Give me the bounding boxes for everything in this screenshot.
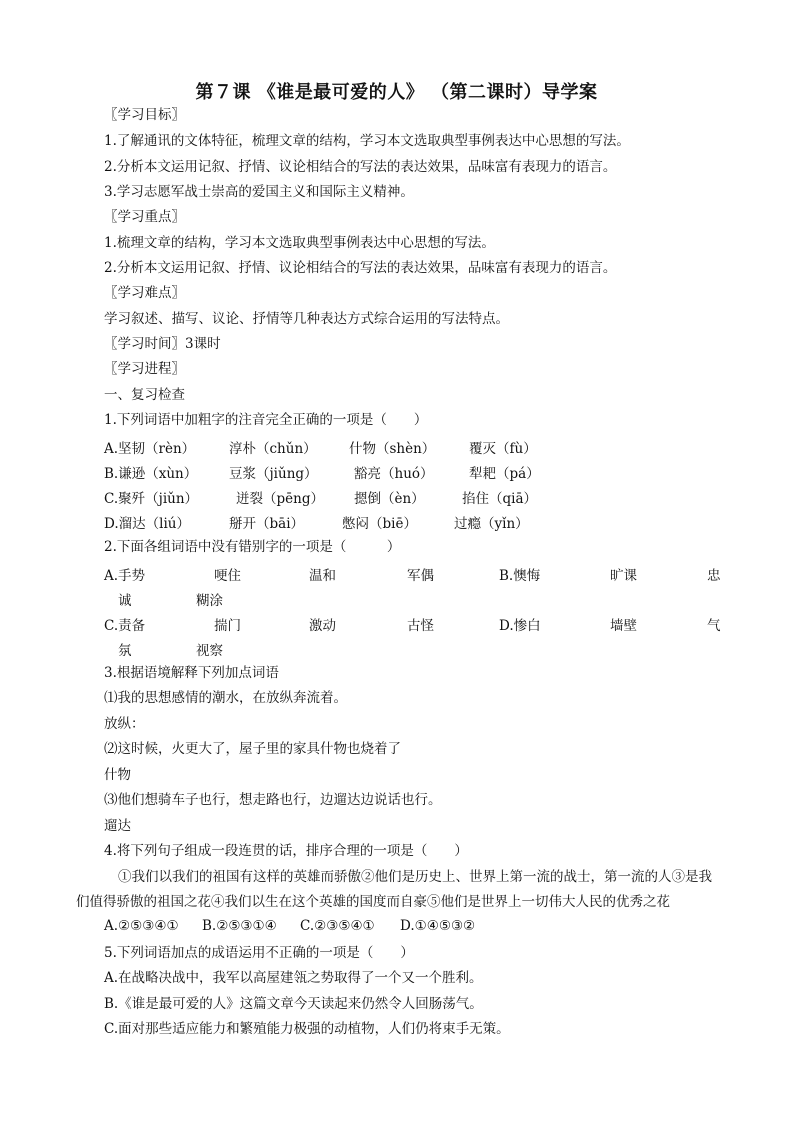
q5-item-c: C.面对那些适应能力和繁殖能力极强的动植物，人们仍将束手无策。 [104,1021,510,1037]
focus-item-1: 1.梳理文章的结构，学习本文选取典型事例表达中心思想的写法。 [104,235,495,251]
q1-stem: 1.下列词语中加粗字的注音完全正确的一项是（ ） [104,412,428,428]
q1-d-2: 掰开（bāi） [229,516,305,532]
q2-d-4: 视察 [196,643,223,659]
review-header: 一、复习检查 [104,387,185,403]
q1-d-3: 憋闷（biē） [342,516,417,532]
q2-d-3: 气 [707,618,721,634]
q1-a-4: 覆灭（fù） [469,441,537,457]
q3-sentence-1: ⑴我的思想感情的潮水，在放纵奔流着。 [104,690,347,706]
q1-a-3: 什物（shèn） [349,441,436,457]
q2-a-4: 军偶 [407,568,434,584]
page-title: 第７课 《谁是最可爱的人》 （第二课时）导学案 [195,82,598,103]
q2-d-2: 墙壁 [610,618,637,634]
q2-a-1: A.手势 [104,568,146,584]
q4-body-1: ①我们以我们的祖国有这样的英雄而骄傲②他们是历史上、世界上第一流的战士，第一流的人③是我 [118,869,712,885]
time-line: 〖学习时间〗3课时 [104,336,221,352]
q2-stem: 2.下面各组词语中没有错别字的一项是（ ） [104,539,401,555]
focus-item-2: 2.分析本文运用记叙、抒情、议论相结合的写法的表达效果，品味富有表现力的语言。 [104,260,617,276]
q5-item-b: B.《谁是最可爱的人》这篇文章今天读起来仍然令人回肠荡气。 [104,996,483,1012]
q4-option-d: D.①④⑤③② [400,918,476,934]
q2-b-2: 旷课 [610,568,637,584]
q2-c-1: C.责备 [104,618,146,634]
q2-d-1: D.惨白 [499,618,541,634]
q1-row-a [104,437,724,455]
q1-row-d [104,512,724,530]
q2-row-a [104,564,724,582]
q4-option-b: B.②⑤③①④ [202,918,277,934]
q3-term-1: 放纵： [104,716,145,732]
q4-stem: 4.将下列句子组成一段连贯的话，排序合理的一项是（ ） [104,843,468,859]
q2-a-2: 哽住 [214,568,241,584]
q1-b-4: 犁耙（pá） [469,466,540,482]
q3-sentence-2: ⑵这时候，火更大了，屋子里的家具什物也烧着了 [104,741,401,757]
goal-item-2: 2.分析本文运用记叙、抒情、议论相结合的写法的表达效果，品味富有表现力的语言。 [104,159,617,175]
q3-term-2: 什物 [104,767,131,783]
q4-options [104,918,724,936]
q1-row-b [104,462,724,480]
q1-c-3: 摁倒（èn） [354,491,425,507]
q2-b-3: 忠 [707,568,721,584]
goal-item-3: 3.学习志愿军战士崇高的爱国主义和国际主义精神。 [104,184,414,200]
q3-term-3: 遛达 [104,818,131,834]
q1-d-1: D.溜达（liú） [104,516,190,532]
q1-c-1: C.聚歼（jiǔn） [104,491,199,507]
q4-option-a: A.②⑤③④① [104,918,179,934]
q1-a-1: A.坚韧（rèn） [104,441,196,457]
q2-row-c2 [104,639,724,657]
q3-sentence-3: ⑶他们想骑车子也行，想走路也行，边遛达边说话也行。 [104,792,442,808]
q2-c-2: 揣门 [214,618,241,634]
q1-c-2: 迸裂（pēng） [236,491,324,507]
q2-row-c [104,614,724,632]
q1-b-3: 豁亮（huó） [354,466,434,482]
q5-stem: 5.下列词语加点的成语运用不正确的一项是（ ） [104,945,414,961]
q1-d-4: 过瘾（yǐn） [454,516,529,532]
q2-b-4: 糊涂 [196,593,223,609]
q2-a-3: 温和 [309,568,336,584]
q2-d-3b: 氛 [118,643,132,659]
q1-a-2: 淳朴（chǔn） [229,441,317,457]
q2-row-a2 [104,589,724,607]
q2-c-4: 古怪 [407,618,434,634]
q3-stem: 3.根据语境解释下列加点词语 [104,665,279,681]
q2-c-3: 激动 [309,618,336,634]
difficulty-header: 〖学习难点〗 [104,285,185,301]
q2-b-3b: 诚 [118,593,132,609]
goal-item-1: 1.了解通讯的文体特征，梳理文章的结构，学习本文选取典型事例表达中心思想的写法。 [104,133,630,149]
q1-b-2: 豆浆（jiǔng） [229,466,318,482]
q1-b-1: B.谦逊（xùn） [104,466,198,482]
q1-row-c [104,487,724,505]
q5-item-a: A.在战略决战中，我军以高屋建瓴之势取得了一个又一个胜利。 [104,970,483,986]
q4-option-c: C.②③⑤④① [300,918,375,934]
q2-b-1: B.懊悔 [499,568,541,584]
focus-header: 〖学习重点〗 [104,209,185,225]
difficulty-text: 学习叙述、描写、议论、抒情等几种表达方式综合运用的写法特点。 [104,311,509,327]
q4-body-2: 们值得骄傲的祖国之花④我们以生在这个英雄的国度而自豪⑤他们是世界上一切伟大人民的优秀之花 [76,894,670,910]
goals-header: 〖学习目标〗 [104,107,185,123]
q1-c-4: 掐住（qiā） [462,491,538,507]
process-header: 〖学习进程〗 [104,361,185,377]
